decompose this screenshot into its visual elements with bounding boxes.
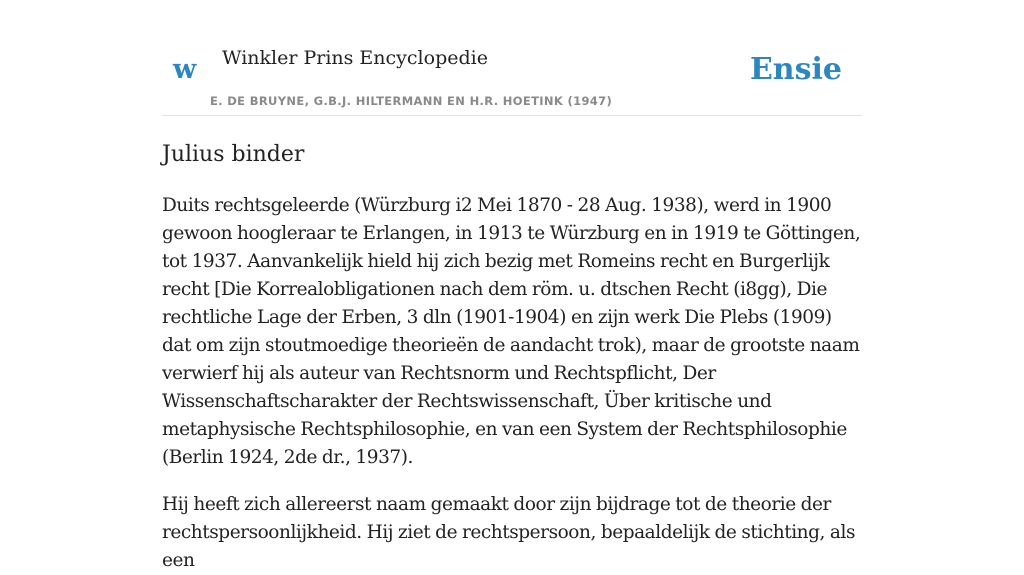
site-title[interactable]: Winkler Prins Encyclopedie [222,47,488,69]
article-paragraph: Duits rechtsgeleerde (Würzburg i2 Mei 1870 - 28 Aug. 1938), werd in 1900 gewoon hoogleraar te Erlangen, in 1913 te Würzburg en in 1919 te Göttingen, tot 1937. Aanvankelijk hield hij zich bezig met Romeins recht en Burgerlijk recht [Die Korrealobligationen nach dem röm. u. dtschen Recht (i8gg), Die rechtliche Lage der Erben, 3 dln (1901-1904) en zijn werk Die Plebs (1909) dat om zijn stoutmoedige theorieën de aandacht trok), maar de grootste naam verwierf hij als auteur van Rechtsnorm und Rechtspflicht, Der Wissenschaftscharakter der Rechtswissenschaft, Über kritische und metaphysische Rechtsphilosophie, en van een System der Rechtsphilosophie (Berlin 1924, 2de dr., 1937). [162,195,861,468]
article-paragraph: Hij heeft zich allereerst naam gemaakt door zijn bijdrage tot de theorie der rechtspersoonlijkheid. Hij ziet de rechtspersoon, bepaaldelijk de stichting, als een [162,494,855,571]
article-title: Julius binder [162,142,305,167]
site-header [162,0,862,116]
ensie-logo[interactable]: Ensie [749,52,842,87]
winkler-prins-logo-icon[interactable]: w [173,54,197,85]
article [162,137,862,575]
site-authors: E. DE BRUYNE, G.B.J. HILTERMANN EN H.R. HOETINK (1947) [210,94,613,108]
